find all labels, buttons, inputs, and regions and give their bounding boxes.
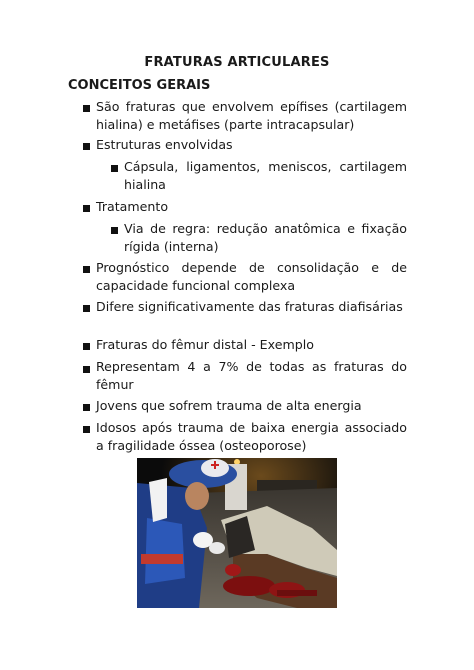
square-bullet-icon [83,305,90,312]
square-bullet-icon [83,205,90,212]
square-bullet-icon [111,227,118,234]
emergency-scene-photo [137,458,337,608]
list-item-text: São fraturas que envolvem epífises (cartilagem hialina) e metáfises (parte intracapsular) [96,99,407,132]
square-bullet-icon [83,366,90,373]
list-item-text: Difere significativamente das fraturas diafisárias [96,299,403,314]
square-bullet-icon [111,165,118,172]
list-item-text: Idosos após trauma de baixa energia associado a fragilidade óssea (osteoporose) [96,420,407,453]
section-heading: CONCEITOS GERAIS [68,78,211,93]
square-bullet-icon [83,105,90,112]
list-item-text: Fraturas do fêmur distal - Exemplo [96,337,314,352]
square-bullet-icon [83,426,90,433]
list-item-text: Representam 4 a 7% de todas as fraturas do fêmur [96,359,407,392]
square-bullet-icon [83,143,90,150]
square-bullet-icon [83,404,90,411]
page-title: FRATURAS ARTICULARES [144,55,330,70]
list-item-text: Via de regra: redução anatômica e fixação rígida (interna) [124,221,407,254]
square-bullet-icon [83,266,90,273]
photo-illustration [137,458,337,608]
list-item-text: Cápsula, ligamentos, meniscos, cartilagem hialina [124,159,407,192]
list-item-text: Jovens que sofrem trauma de alta energia [96,398,362,413]
list-item-text: Estruturas envolvidas [96,137,233,152]
square-bullet-icon [83,343,90,350]
list-item-text: Tratamento [96,199,169,214]
list-item-text: Prognóstico depende de consolidação e de capacidade funcional complexa [96,260,407,293]
